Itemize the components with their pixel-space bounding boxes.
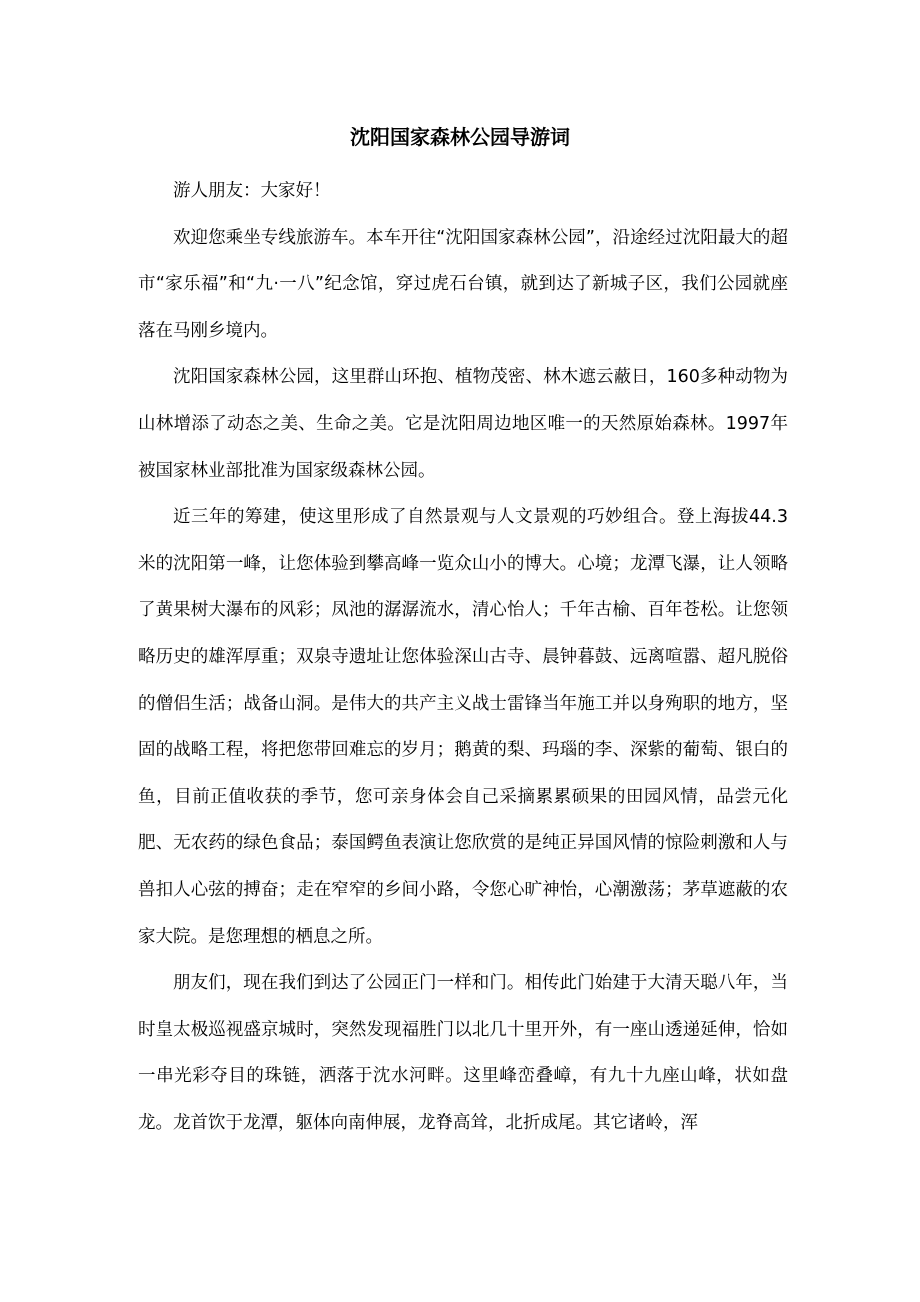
paragraph-greeting: 游人朋友：大家好！ xyxy=(173,181,331,201)
document-title: 沈阳国家森林公园导游词 xyxy=(350,125,570,149)
paragraph-main-gate: 朋友们，现在我们到达了公园正门一样和门。相传此门始建于大清天聪八年，当时皇太极巡视盛京城时，突然发现福胜门以北几十里开外，有一座山透递延伸，恰如一串光彩夺目的珠链，洒落于沈水河畔。这里峰峦叠嶂，有九十九座山峰，状如盘龙。龙首饮于龙潭，躯体向南伸展，龙脊高耸，北折成尾。其它诸岭，浑 xyxy=(138,973,788,1133)
document-body xyxy=(138,168,788,1146)
paragraph-park-intro: 沈阳国家森林公园，这里群山环抱、植物茂密、林木遮云蔽日，160多种动物为山林增添了动态之美、生命之美。它是沈阳周边地区唯一的天然原始森林。1997年被国家林业部批准为国家级森林公园。 xyxy=(138,367,788,481)
paragraph-welcome: 欢迎您乘坐专线旅游车。本车开往“沈阳国家森林公园”，沿途经过沈阳最大的超市“家乐福”和“九·一八”纪念馆，穿过虎石台镇，就到达了新城子区，我们公园就座落在马刚乡境内。 xyxy=(138,227,788,341)
paragraph-attractions: 近三年的筹建，使这里形成了自然景观与人文景观的巧妙组合。登上海拔44.3米的沈阳第一峰，让您体验到攀高峰一览众山小的博大。心境；龙潭飞瀑，让人领略了黄果树大瀑布的风彩；凤池的潺潺流水，清心怡人；千年古榆、百年苍松。让您领略历史的雄浑厚重；双泉寺遗址让您体验深山古寺、晨钟暮鼓、远离喧嚣、超凡脱俗的僧侣生活；战备山洞。是伟大的共产主义战士雷锋当年施工并以身殉职的地方，坚固的战略工程，将把您带回难忘的岁月；鹅黄的梨、玛瑙的李、深紫的葡萄、银白的鱼，目前正值收获的季节，您可亲身体会自己采摘累累硕果的田园风情，品尝元化肥、无农药的绿色食品；泰国鳄鱼表演让您欣赏的是纯正异国风情的惊险刺激和人与兽扣人心弦的搏奋；走在窄窄的乡间小路，令您心旷神怡，心潮激荡；茅草遮蔽的农家大院。是您理想的栖息之所。 xyxy=(138,507,788,947)
